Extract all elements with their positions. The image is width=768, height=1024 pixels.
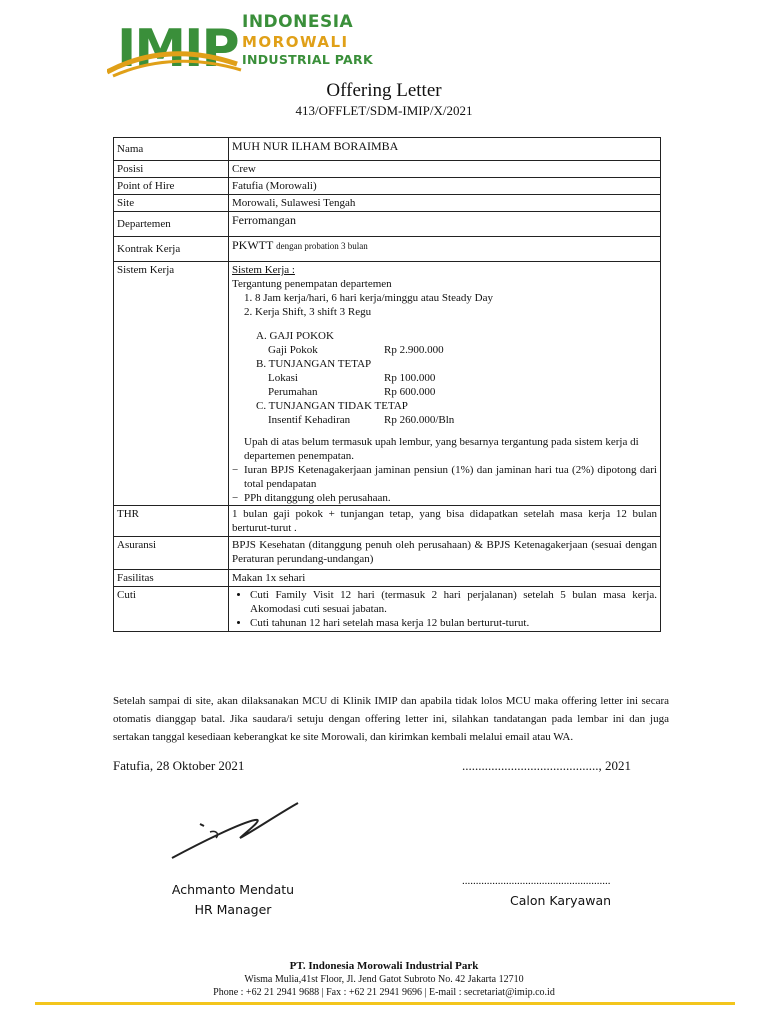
label-thr: THR — [114, 506, 229, 537]
sistem-item-1: 1. 8 Jam kerja/hari, 6 hari kerja/minggu atau Steady Day — [244, 292, 493, 304]
value-kontrak — [229, 237, 661, 262]
table-row — [114, 178, 661, 195]
table-row — [114, 537, 661, 570]
salary-note: Upah di atas belum termasuk upah lembur, yang besarnya tergantung pada sistem kerja di departemen penempatan. — [244, 436, 639, 462]
logo-line-1: INDONESIA — [242, 12, 354, 32]
salary-name: Lokasi — [268, 372, 298, 384]
label-kontrak: Kontrak Kerja — [114, 237, 229, 262]
table-row — [114, 262, 661, 506]
hr-signature — [160, 788, 310, 868]
salary-row — [232, 371, 657, 385]
table-row — [114, 138, 661, 161]
candidate-label: Calon Karyawan — [510, 893, 612, 908]
acceptance-date-field: .........................................., 2021 — [462, 758, 631, 773]
value-sistem-kerja — [229, 262, 661, 506]
cuti-item: • Cuti Family Visit 12 hari (termasuk 2 hari perjalanan) setelah 5 bulan masa kerja. Akomodasi cuti sesuai jabatan. — [250, 588, 657, 616]
salary-row — [232, 385, 657, 399]
letter-footer — [0, 960, 768, 999]
deduction-item: − Iuran BPJS Ketenagakerjaan jaminan pensiun (1%) dan jaminan hari tua (2%) dipotong dari total pendapatan — [232, 464, 657, 490]
salary-value: Rp 2.900.000 — [384, 344, 444, 356]
footer-company: PT. Indonesia Morowali Industrial Park — [289, 960, 479, 972]
cuti-item: • Cuti tahunan 12 hari setelah masa kerja 12 bulan berturut-turut. — [250, 616, 657, 630]
label-cuti: Cuti — [114, 587, 229, 632]
label-posisi: Posisi — [114, 161, 229, 178]
salary-c-title: C. TUNJANGAN TIDAK TETAP — [256, 400, 408, 412]
footer-address: Wisma Mulia,41st Floor, Jl. Jend Gatot Subroto No. 42 Jakarta 12710 — [244, 974, 524, 985]
reference-number: 413/OFFLET/SDM-IMIP/X/2021 — [295, 103, 473, 118]
table-row — [114, 161, 661, 178]
value-thr: 1 bulan gaji pokok + tunjangan tetap, yang bisa didapatkan setelah masa kerja 12 bulan berturut-turut . — [229, 506, 661, 537]
salary-name: Insentif Kehadiran — [268, 414, 351, 426]
logo-line-2: MOROWALI — [242, 33, 349, 51]
value-cuti — [229, 587, 661, 632]
signer-block — [160, 880, 306, 920]
table-row — [114, 506, 661, 537]
value-asuransi: BPJS Kesehatan (ditanggung penuh oleh perusahaan) & BPJS Ketenagakerjaan (sesuai dengan Peraturan perundang-undangan) — [229, 537, 661, 570]
logo-mark: IMIP — [117, 19, 238, 78]
salary-name: Perumahan — [268, 386, 318, 398]
sistem-item-2: 2. Kerja Shift, 3 shift 3 Regu — [244, 306, 372, 318]
signer-title: HR Manager — [194, 902, 272, 917]
candidate-signature-line: ...................................................... — [462, 875, 611, 887]
value-departemen: Ferromangan — [229, 212, 661, 237]
value-site: Morowali, Sulawesi Tengah — [229, 195, 661, 212]
value-poh: Fatufia (Morowali) — [229, 178, 661, 195]
value-posisi: Crew — [229, 161, 661, 178]
table-row — [114, 570, 661, 587]
table-row — [114, 587, 661, 632]
label-asuransi: Asuransi — [114, 537, 229, 570]
label-departemen: Departemen — [114, 212, 229, 237]
sistem-kerja-heading: Sistem Kerja : — [232, 264, 295, 276]
kontrak-type: PKWTT — [232, 238, 274, 252]
label-site: Site — [114, 195, 229, 212]
table-row — [114, 195, 661, 212]
sistem-departemen: Tergantung penempatan departemen — [232, 278, 392, 290]
salary-b-title: B. TUNJANGAN TETAP — [256, 358, 372, 370]
kontrak-probation: dengan probation 3 bulan — [276, 241, 368, 251]
footer-contact: Phone : +62 21 2941 9688 | Fax : +62 21 2941 9696 | E-mail : secretariat@imip.co.id — [213, 987, 555, 998]
table-row — [114, 237, 661, 262]
deduction-item: − PPh ditanggung oleh perusahaan. — [232, 491, 657, 505]
salary-value: Rp 600.000 — [384, 386, 436, 398]
logo-line-3: INDUSTRIAL PARK — [242, 52, 373, 67]
salary-row — [232, 413, 657, 427]
logo-wordmark — [242, 14, 373, 67]
salary-name: Gaji Pokok — [268, 344, 318, 356]
deduction-text: PPh ditanggung oleh perusahaan. — [244, 492, 391, 504]
label-fasilitas: Fasilitas — [114, 570, 229, 587]
signer-name: Achmanto Mendatu — [171, 882, 295, 897]
salary-value: Rp 260.000/Bln — [384, 414, 455, 426]
label-sistem-kerja: Sistem Kerja — [114, 262, 229, 506]
label-nama: Nama — [114, 138, 229, 161]
footer-divider — [35, 1002, 735, 1005]
issue-date: Fatufia, 28 Oktober 2021 — [113, 758, 245, 773]
deduction-text: Iuran BPJS Ketenagakerjaan jaminan pensiun (1%) dan jaminan hari tua (2%) dipotong dari total pendapatan — [244, 464, 657, 490]
salary-value: Rp 100.000 — [384, 372, 436, 384]
salary-row — [232, 343, 657, 357]
value-fasilitas: Makan 1x sehari — [229, 570, 661, 587]
label-poh: Point of Hire — [114, 178, 229, 195]
offer-details-table — [113, 137, 661, 632]
terms-paragraph: Setelah sampai di site, akan dilaksanakan MCU di Klinik IMIP dan apabila tidak lolos MCU maka offering letter ini secara otomatis dianggap batal. Jika saudara/i setuju dengan offering letter ini, silahkan tandatangan pada lembar ini dan juga sertakan tanggal kesediaan keberangkat ke site Morowali, dan kirimkan kembali melalui email atau WA. — [113, 695, 669, 743]
salary-a-title: A. GAJI POKOK — [256, 330, 334, 342]
document-title: Offering Letter — [326, 80, 442, 101]
value-nama: MUH NUR ILHAM BORAIMBA — [229, 138, 661, 161]
table-row — [114, 212, 661, 237]
